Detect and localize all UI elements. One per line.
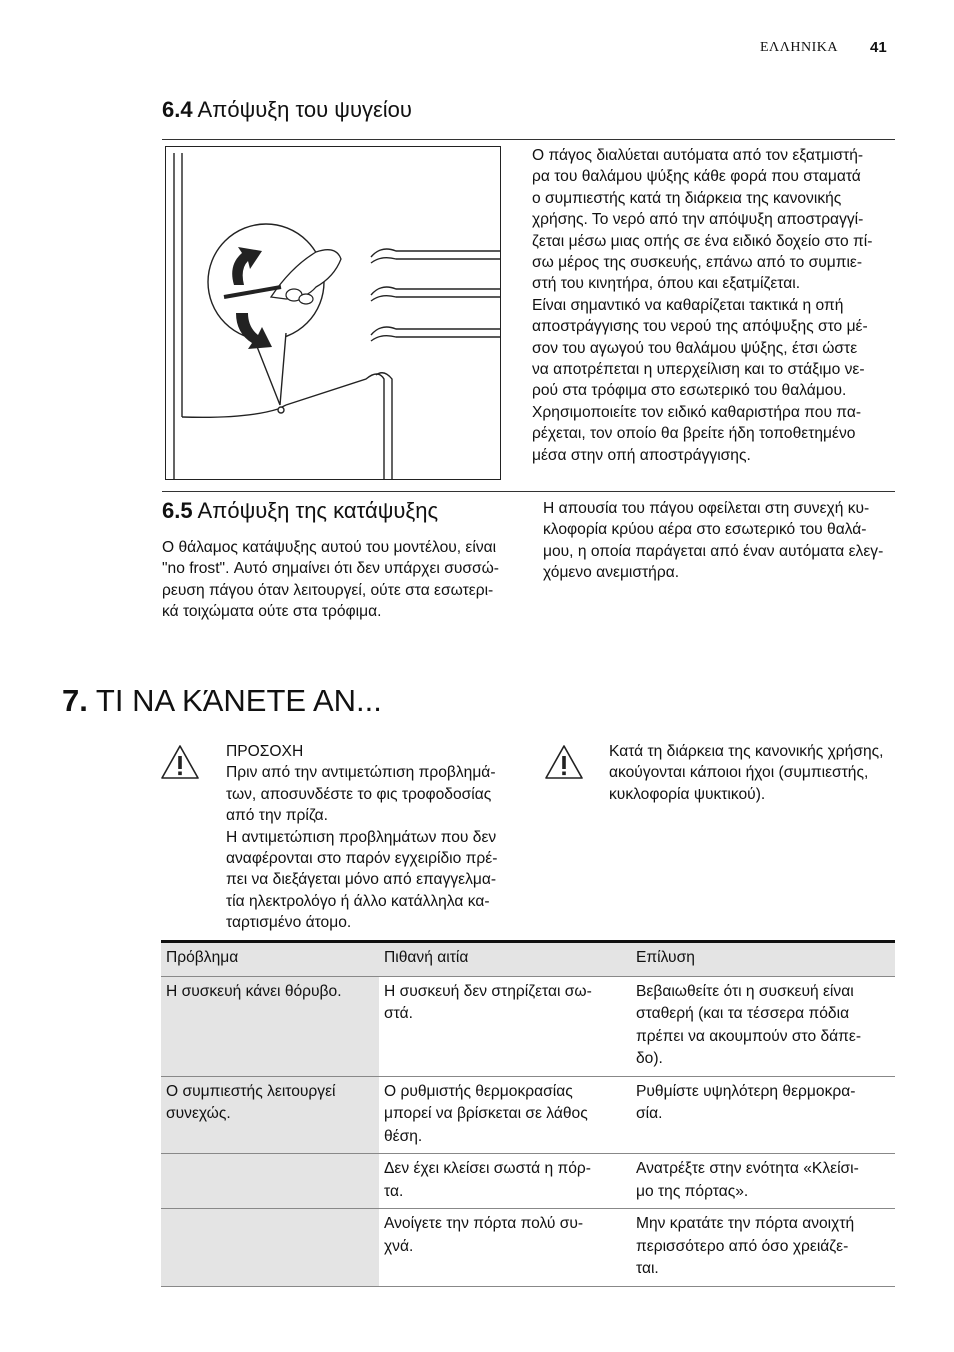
text-line: ζεται μέσω μιας οπής σε ένα ειδικό δοχείο στο πί-: [532, 232, 873, 250]
text-line: ακούγονται κάποιοι ήχοι (συμπιεστής,: [609, 764, 869, 782]
text-line: Η συσκευή κάνει θόρυβο.: [166, 982, 342, 1000]
text-line: αναφέρονται στο παρόν εγχειρίδιο πρέ-: [226, 850, 498, 868]
text-line: Η απουσία του πάγου οφείλεται στη συνεχή κυ-: [543, 500, 870, 517]
table-row: [161, 1154, 895, 1209]
text-line: μο της πόρτας».: [636, 1182, 749, 1200]
text-line: σον του αγωγού του θαλάμου ψύξης, έτσι ώστε: [532, 339, 858, 357]
section-6-4-heading: [162, 97, 412, 123]
section-6-4-text: [532, 145, 894, 466]
section-divider: [162, 139, 895, 140]
warning-caution-block: [226, 741, 526, 934]
section-divider: [162, 491, 895, 492]
page-number: 41: [870, 39, 887, 56]
section-6-5-right-text: [543, 498, 895, 584]
problem-cell: [161, 976, 379, 1076]
text-line: Ανοίγετε την πόρτα πολύ συ-: [384, 1215, 584, 1232]
text-line: συνεχώς.: [166, 1105, 231, 1122]
fridge-drain-illustration: [165, 146, 501, 480]
text-line: Ο ρυθμιστής θερμοκρασίας: [384, 1082, 573, 1100]
text-line: χνά.: [384, 1237, 414, 1255]
section-6-5-title: Απόψυξη της κατάψυξης: [197, 498, 439, 523]
text-line: Ο πάγος διαλύεται αυτόματα από τον εξατμιστή-: [532, 147, 864, 164]
chapter-7-heading: [62, 683, 382, 719]
cause-cell: [379, 1154, 631, 1209]
problem-cell: [161, 1209, 379, 1287]
problem-cell: [161, 1076, 379, 1154]
section-6-5-left-text: [162, 537, 522, 623]
table-header-row: [161, 942, 895, 977]
text-line: μπορεί να βρίσκεται σε λάθος: [384, 1105, 588, 1122]
column-header-solution: Επίλυση: [631, 942, 895, 977]
text-line: Δεν έχει κλείσει σωστά η πόρ-: [384, 1160, 591, 1177]
text-line: από την πρίζα.: [226, 807, 329, 825]
text-line: Είναι σημαντικό να καθαρίζεται τακτικά η οπή: [532, 296, 844, 314]
text-line: ο συμπιεστής κατά τη διάρκεια της κανονικής: [532, 189, 842, 207]
header-language: ΕΛΛΗΝΙΚΑ: [760, 40, 838, 55]
table-row: [161, 1209, 895, 1287]
section-6-4-number: 6.4: [162, 97, 193, 122]
text-line: Πριν από την αντιμετώπιση προβλημά-: [226, 764, 496, 782]
problem-cell: [161, 1154, 379, 1209]
text-line: Ρυθμίστε υψηλότερη θερμοκρα-: [636, 1082, 856, 1100]
text-line: πει να διεξάγεται μόνο από επαγγελμα-: [226, 871, 497, 889]
warning-noise-block: [609, 741, 899, 805]
cause-cell: [379, 1076, 631, 1154]
text-line: Η συσκευή δεν στηρίζεται σω-: [384, 982, 592, 1000]
text-line: Χρησιμοποιείτε τον ειδικό καθαριστήρα που πα-: [532, 403, 862, 421]
text-line: των, αποσυνδέστε το φις τροφοδοσίας: [226, 785, 492, 803]
text-line: τία ηλεκτρολόγο ή άλλο κατάλληλα κα-: [226, 892, 490, 910]
chapter-7-number: 7.: [62, 683, 88, 718]
text-line: ταρτισμένο άτομο.: [226, 914, 352, 932]
text-line: ται.: [636, 1260, 659, 1277]
chapter-7-title: ΤΙ ΝΑ ΚΆΝΕΤΕ ΑΝ...: [95, 683, 382, 718]
text-line: περισσότερο από όσο χρειάζε-: [636, 1237, 849, 1255]
text-line: κυκλοφορία ψυκτικού).: [609, 785, 766, 803]
text-line: κά τοιχώματα ούτε στα τρόφιμα.: [162, 603, 382, 621]
cause-cell: [379, 1209, 631, 1287]
text-line: να αποτρέπεται η υπερχείλιση και το στάξιμο νε-: [532, 361, 865, 379]
solution-cell: [631, 1154, 895, 1209]
warning-title: ΠΡΟΣΟΧΗ: [226, 743, 304, 760]
text-line: Κατά τη διάρκεια της κανονικής χρήσης,: [609, 743, 884, 760]
text-line: στή του κινητήρα, όπου και εξατμίζεται.: [532, 275, 801, 293]
text-line: μου, η οποία παράγεται από έναν αυτόματα ελεγ-: [543, 542, 884, 560]
text-line: Ανατρέξτε στην ενότητα «Κλείσι-: [636, 1160, 859, 1177]
text-line: ρευση πάγου όταν λειτουργεί, ούτε στα εσωτερι-: [162, 581, 494, 599]
text-line: Ο συμπιεστής λειτουργεί: [166, 1082, 336, 1100]
text-line: πρέπει να ακουμπούν στο δάπε-: [636, 1027, 862, 1045]
text-line: Η αντιμετώπιση προβλημάτων που δεν: [226, 828, 497, 846]
column-header-problem: Πρόβλημα: [161, 942, 379, 977]
section-6-5-heading: [162, 498, 438, 524]
text-line: Ο θάλαμος κατάψυξης αυτού του μοντέλου, είναι: [162, 539, 497, 556]
text-line: στά.: [384, 1005, 413, 1022]
text-line: χρήσης. Το νερό από την απόψυξη αποστραγγί-: [532, 211, 864, 229]
solution-cell: [631, 1209, 895, 1287]
troubleshooting-table: [161, 940, 895, 1287]
text-line: ρα του θαλάμου ψύξης κάθε φορά που σταματά: [532, 168, 861, 186]
text-line: θέση.: [384, 1127, 423, 1145]
text-line: σω μέρος της συσκευής, επάνω από το συμπιε-: [532, 254, 863, 272]
text-line: κλοφορία κρύου αέρα στο εσωτερικό του θαλά-: [543, 521, 867, 539]
warning-icon: [160, 744, 200, 780]
cause-cell: [379, 976, 631, 1076]
table-row: [161, 1076, 895, 1154]
section-6-4-title: Απόψυξη του ψυγείου: [197, 97, 412, 122]
text-line: σταθερή (και τα τέσσερα πόδια: [636, 1005, 850, 1022]
warning-icon: [544, 744, 584, 780]
text-line: μέσα στην οπή αποστράγγισης.: [532, 446, 751, 464]
text-line: "no frost". Αυτό σημαίνει ότι δεν υπάρχει συσσώ-: [162, 560, 499, 578]
section-6-5-number: 6.5: [162, 498, 193, 523]
text-line: Μην κρατάτε την πόρτα ανοιχτή: [636, 1215, 855, 1232]
text-line: ρού στα τρόφιμα στο εσωτερικό του θαλάμου.: [532, 382, 847, 400]
column-header-cause: Πιθανή αιτία: [379, 942, 631, 977]
drain-cleaning-drawing: [166, 147, 500, 479]
text-line: Βεβαιωθείτε ότι η συσκευή είναι: [636, 982, 854, 1000]
text-line: χόμενο ανεμιστήρα.: [543, 564, 680, 582]
text-line: ρέχεται, τον οποίο θα βρείτε ήδη τοποθετημένο: [532, 425, 856, 443]
table-row: [161, 976, 895, 1076]
text-line: αποστράγγισης του νερού της απόψυξης στο μέ-: [532, 318, 868, 336]
text-line: σία.: [636, 1105, 663, 1122]
text-line: δο).: [636, 1050, 663, 1067]
text-line: τα.: [384, 1182, 404, 1200]
solution-cell: [631, 976, 895, 1076]
solution-cell: [631, 1076, 895, 1154]
